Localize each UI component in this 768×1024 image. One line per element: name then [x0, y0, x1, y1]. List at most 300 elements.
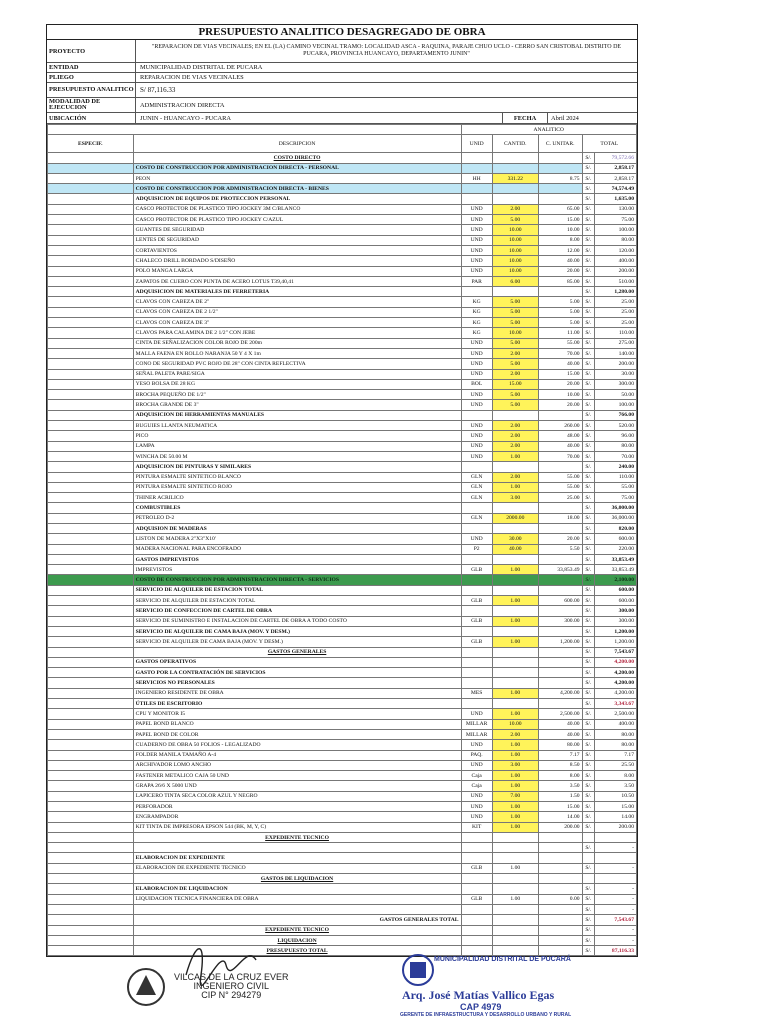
row-especif	[48, 482, 134, 492]
row-descripcion: FASTENER METALICO CAJA 50 UND	[133, 771, 461, 781]
row-currency: S/.	[582, 276, 595, 286]
row-especif	[48, 235, 134, 245]
table-row	[48, 235, 637, 245]
row-cantid	[492, 606, 538, 616]
row-especif	[48, 946, 134, 956]
row-cantid: 1.00	[492, 740, 538, 750]
row-unid: GLB	[461, 637, 492, 647]
row-cantid	[492, 410, 538, 420]
row-currency: S/.	[582, 894, 595, 904]
row-unid: UND	[461, 215, 492, 225]
row-especif	[48, 379, 134, 389]
row-total: 600.00	[595, 585, 637, 595]
row-cunitar	[538, 606, 582, 616]
table-row	[48, 225, 637, 235]
row-total: 33,853.49	[595, 565, 637, 575]
row-descripcion: SERVICIOS NO PERSONALES	[133, 678, 461, 688]
row-cantid: 2.00	[492, 729, 538, 739]
row-currency: S/.	[582, 256, 595, 266]
entidad-value: MUNICIPALIDAD DISTRITAL DE PUCARA	[140, 64, 263, 71]
row-unid	[461, 575, 492, 585]
row-especif	[48, 256, 134, 266]
table-row	[48, 575, 637, 585]
row-total: 2,500.00	[595, 709, 637, 719]
row-descripcion: ÚTILES DE ESCRITORIO	[133, 699, 461, 709]
row-total	[595, 874, 637, 884]
table-row	[48, 153, 637, 163]
row-unid: PAR	[461, 276, 492, 286]
row-especif	[48, 194, 134, 204]
row-cunitar	[538, 935, 582, 945]
table-row	[48, 287, 637, 297]
row-cantid	[492, 853, 538, 863]
row-especif	[48, 204, 134, 214]
table-row	[48, 256, 637, 266]
table-row	[48, 894, 637, 904]
row-unid: KG	[461, 328, 492, 338]
row-currency: S/.	[582, 657, 595, 667]
row-total: 400.00	[595, 719, 637, 729]
row-cunitar	[538, 904, 582, 914]
row-currency: S/.	[582, 626, 595, 636]
row-total: 55.00	[595, 482, 637, 492]
row-cantid: 2.00	[492, 431, 538, 441]
row-currency: S/.	[582, 781, 595, 791]
row-descripcion	[133, 904, 461, 914]
row-cunitar: 70.00	[538, 451, 582, 461]
row-descripcion: LIQUIDACION	[133, 935, 461, 945]
row-especif	[48, 153, 134, 163]
row-descripcion: ZAPATOS DE CUERO CON PUNTA DE ACERO LOTUS T39,40,41	[133, 276, 461, 286]
row-unid	[461, 699, 492, 709]
row-descripcion: GASTOS DE LIQUIDACION	[133, 874, 461, 884]
row-cantid: 7.00	[492, 791, 538, 801]
row-cunitar: 40.00	[538, 441, 582, 451]
row-currency: S/.	[582, 946, 595, 956]
row-especif	[48, 585, 134, 595]
row-unid	[461, 874, 492, 884]
row-descripcion: CLAVOS PARA CALAMINA DE 2 1/2" CON JEBE	[133, 328, 461, 338]
row-unid: HH	[461, 173, 492, 183]
table-row	[48, 565, 637, 575]
row-total: 510.00	[595, 276, 637, 286]
row-total: 4,200.00	[595, 678, 637, 688]
fecha-value: Abril 2024	[551, 114, 579, 122]
row-unid	[461, 843, 492, 853]
row-cantid: 15.00	[492, 379, 538, 389]
row-cantid: 1.00	[492, 781, 538, 791]
row-especif	[48, 215, 134, 225]
table-row	[48, 513, 637, 523]
row-total: 75.00	[595, 493, 637, 503]
table-row	[48, 668, 637, 678]
row-unid: KG	[461, 297, 492, 307]
row-cantid: 10.00	[492, 225, 538, 235]
row-cunitar	[538, 915, 582, 925]
row-unid	[461, 832, 492, 842]
row-total: 100.00	[595, 225, 637, 235]
row-cunitar	[538, 699, 582, 709]
row-total: 4,200.00	[595, 688, 637, 698]
row-unid: UND	[461, 204, 492, 214]
row-especif	[48, 740, 134, 750]
row-total: 7,543.67	[595, 915, 637, 925]
row-unid	[461, 503, 492, 513]
row-descripcion: GASTOS GENERALES	[133, 647, 461, 657]
row-total: 300.00	[595, 379, 637, 389]
presupuesto-label: PRESUPUESTO ANALITICO	[47, 83, 136, 97]
row-cantid	[492, 585, 538, 595]
table-row	[48, 245, 637, 255]
table-row	[48, 719, 637, 729]
row-currency: S/.	[582, 606, 595, 616]
row-descripcion: GRAPA 26/6 X 5000 UND	[133, 781, 461, 791]
header-proyecto	[47, 40, 637, 63]
row-currency: S/.	[582, 328, 595, 338]
table-row	[48, 410, 637, 420]
row-cantid: 1.00	[492, 771, 538, 781]
row-descripcion: INGENIERO RESIDENTE DE OBRA	[133, 688, 461, 698]
ubicacion-label: UBICACIÓN	[47, 113, 136, 123]
table-row	[48, 544, 637, 554]
row-currency: S/.	[582, 287, 595, 297]
table-row	[48, 884, 637, 894]
row-cantid: 10.00	[492, 719, 538, 729]
row-cunitar	[538, 194, 582, 204]
row-cunitar: 8.00	[538, 771, 582, 781]
col-descripcion: DESCRIPCION	[133, 135, 461, 153]
table-row	[48, 750, 637, 760]
row-total: 33,853.49	[595, 554, 637, 564]
row-unid: KIT	[461, 822, 492, 832]
row-descripcion: CLAVOS CON CABEZA DE 3"	[133, 318, 461, 328]
header-pliego	[47, 73, 637, 83]
row-currency: S/.	[582, 678, 595, 688]
table-row	[48, 626, 637, 636]
row-total: -	[595, 863, 637, 873]
row-especif	[48, 328, 134, 338]
row-cunitar	[538, 832, 582, 842]
row-total: 300.00	[595, 616, 637, 626]
row-total: 2,858.17	[595, 173, 637, 183]
row-unid: UND	[461, 421, 492, 431]
row-currency: S/.	[582, 153, 595, 163]
row-total: -	[595, 843, 637, 853]
row-descripcion: PRESUPUESTO TOTAL	[133, 946, 461, 956]
row-total: 300.00	[595, 606, 637, 616]
row-total: 79,572.66	[595, 153, 637, 163]
row-total: 240.00	[595, 462, 637, 472]
row-cunitar	[538, 410, 582, 420]
row-currency: S/.	[582, 812, 595, 822]
row-total	[595, 832, 637, 842]
pliego-value: REPARACION DE VIAS VECINALES	[140, 74, 244, 81]
col-analitico: ANALITICO	[461, 125, 637, 135]
table-row	[48, 421, 637, 431]
row-descripcion: THINER ACRILICO	[133, 493, 461, 503]
row-cantid	[492, 915, 538, 925]
row-especif	[48, 904, 134, 914]
row-especif	[48, 184, 134, 194]
row-currency: S/.	[582, 616, 595, 626]
row-especif	[48, 575, 134, 585]
row-total: 3.50	[595, 781, 637, 791]
row-unid: UND	[461, 338, 492, 348]
row-especif	[48, 565, 134, 575]
row-descripcion: IMPREVISTOS	[133, 565, 461, 575]
row-especif	[48, 348, 134, 358]
table-row	[48, 379, 637, 389]
row-cantid	[492, 678, 538, 688]
presupuesto-value: S/ 87,116.33	[140, 86, 176, 94]
row-cantid	[492, 647, 538, 657]
table-row	[48, 307, 637, 317]
row-unid	[461, 153, 492, 163]
table-row	[48, 441, 637, 451]
row-currency: S/.	[582, 637, 595, 647]
row-especif	[48, 760, 134, 770]
row-total: 30.00	[595, 369, 637, 379]
row-cantid: 2.00	[492, 441, 538, 451]
row-unid: PAQ.	[461, 750, 492, 760]
row-especif	[48, 884, 134, 894]
row-cunitar: 20.00	[538, 266, 582, 276]
row-cantid: 5.00	[492, 400, 538, 410]
row-unid: GLN	[461, 472, 492, 482]
row-cunitar: 15.00	[538, 215, 582, 225]
row-cantid	[492, 523, 538, 533]
row-cunitar: 3.50	[538, 781, 582, 791]
row-currency: S/.	[582, 431, 595, 441]
row-cunitar: 7.17	[538, 750, 582, 760]
table-row	[48, 276, 637, 286]
row-total: 75.00	[595, 215, 637, 225]
row-descripcion: CUADERNO DE OBRA 50 FOLIOS - LEGALIZADO	[133, 740, 461, 750]
row-currency: S/.	[582, 204, 595, 214]
budget-rows	[48, 153, 637, 956]
table-row	[48, 338, 637, 348]
row-descripcion: CLAVOS CON CABEZA DE 2"	[133, 297, 461, 307]
row-currency: S/.	[582, 245, 595, 255]
row-cunitar: 65.00	[538, 204, 582, 214]
row-descripcion: CORTAVIENTOS	[133, 245, 461, 255]
row-unid: UND	[461, 266, 492, 276]
row-currency: S/.	[582, 318, 595, 328]
row-cantid: 1.00	[492, 451, 538, 461]
row-descripcion: BROCHA GRANDE DE 3"	[133, 400, 461, 410]
row-cantid: 1.00	[492, 894, 538, 904]
engineer-cip: CIP N° 294279	[201, 990, 262, 1000]
row-total: 7.17	[595, 750, 637, 760]
col-unid: UNID	[461, 135, 492, 153]
row-total: -	[595, 925, 637, 935]
row-currency: S/.	[582, 554, 595, 564]
row-especif	[48, 832, 134, 842]
row-unid	[461, 668, 492, 678]
table-row	[48, 400, 637, 410]
row-descripcion: PAPEL BOND BLANCO	[133, 719, 461, 729]
row-descripcion: ELABORACION DE EXPEDIENTE TECNICO	[133, 863, 461, 873]
row-descripcion: BUGUIES LLANTA NEUMATICA	[133, 421, 461, 431]
row-currency: S/.	[582, 729, 595, 739]
row-descripcion: COSTO DIRECTO	[133, 153, 461, 163]
row-unid	[461, 904, 492, 914]
row-descripcion: PICO	[133, 431, 461, 441]
row-descripcion: LAMPA	[133, 441, 461, 451]
row-unid: Caja	[461, 781, 492, 791]
row-unid: KG	[461, 307, 492, 317]
row-cunitar: 70.00	[538, 348, 582, 358]
row-descripcion: CASCO PROTECTOR DE PLASTICO TIPO JOCKEY C/AZUL	[133, 215, 461, 225]
table-row	[48, 688, 637, 698]
row-especif	[48, 729, 134, 739]
row-cantid: 5.00	[492, 318, 538, 328]
row-total: 400.00	[595, 256, 637, 266]
row-especif	[48, 245, 134, 255]
row-cantid: 2.00	[492, 204, 538, 214]
row-especif	[48, 750, 134, 760]
row-cunitar: 600.00	[538, 596, 582, 606]
table-row	[48, 462, 637, 472]
row-cantid	[492, 699, 538, 709]
row-cunitar: 15.00	[538, 369, 582, 379]
row-unid: UND	[461, 348, 492, 358]
row-cunitar: 0.00	[538, 894, 582, 904]
row-cunitar: 55.00	[538, 338, 582, 348]
row-descripcion: PAPEL BOND DE COLOR	[133, 729, 461, 739]
row-cantid: 1.00	[492, 802, 538, 812]
row-descripcion: SERVICIO DE ALQUILER DE CAMA BAJA (MOV. Y DESM.)	[133, 637, 461, 647]
table-row	[48, 493, 637, 503]
table-row	[48, 163, 637, 173]
row-currency: S/.	[582, 575, 595, 585]
row-descripcion: GASTOS OPERATIVOS	[133, 657, 461, 667]
ubicacion-value: JUNIN - HUANCAYO - PUCARA	[140, 114, 232, 122]
architect-name: Arq. José Matías Vallico Egas	[402, 988, 555, 1002]
row-unid	[461, 678, 492, 688]
col-especif: ESPECIF.	[48, 135, 134, 153]
row-unid: UND	[461, 225, 492, 235]
row-especif	[48, 523, 134, 533]
row-cunitar	[538, 668, 582, 678]
row-cantid	[492, 832, 538, 842]
row-cantid: 1.00	[492, 688, 538, 698]
row-cunitar	[538, 554, 582, 564]
table-row	[48, 863, 637, 873]
row-currency: S/.	[582, 462, 595, 472]
row-especif	[48, 359, 134, 369]
row-unid: UND	[461, 400, 492, 410]
row-currency	[582, 853, 595, 863]
row-cunitar: 18.00	[538, 513, 582, 523]
row-unid	[461, 657, 492, 667]
header-modalidad	[47, 98, 637, 113]
row-cunitar	[538, 462, 582, 472]
row-especif	[48, 802, 134, 812]
row-especif	[48, 647, 134, 657]
row-total: 766.00	[595, 410, 637, 420]
row-cunitar	[538, 678, 582, 688]
row-currency: S/.	[582, 647, 595, 657]
row-currency: S/.	[582, 523, 595, 533]
row-total: 15.00	[595, 802, 637, 812]
row-descripcion: ADQUISICION DE PINTURAS Y SIMILARES	[133, 462, 461, 472]
row-cantid: 5.00	[492, 297, 538, 307]
row-cantid: 1.00	[492, 750, 538, 760]
row-currency: S/.	[582, 719, 595, 729]
table-row	[48, 925, 637, 935]
table-row	[48, 297, 637, 307]
row-currency: S/.	[582, 173, 595, 183]
row-unid: UND	[461, 245, 492, 255]
row-descripcion: ARCHIVADOR LOMO ANCHO	[133, 760, 461, 770]
row-cantid: 3.00	[492, 760, 538, 770]
row-currency: S/.	[582, 513, 595, 523]
col-cunitar: C. UNITAR.	[538, 135, 582, 153]
row-cunitar: 55.00	[538, 482, 582, 492]
table-row	[48, 369, 637, 379]
row-total: 140.00	[595, 348, 637, 358]
row-total: 200.00	[595, 266, 637, 276]
row-cunitar: 260.00	[538, 421, 582, 431]
row-total: 80.00	[595, 740, 637, 750]
table-row	[48, 822, 637, 832]
table-row	[48, 709, 637, 719]
row-cunitar: 20.00	[538, 400, 582, 410]
row-cunitar: 55.00	[538, 472, 582, 482]
row-total: 80.00	[595, 729, 637, 739]
row-cunitar: 8.75	[538, 173, 582, 183]
row-total: 110.00	[595, 328, 637, 338]
row-cunitar: 1,200.00	[538, 637, 582, 647]
row-unid: MILLAR	[461, 719, 492, 729]
budget-sheet	[46, 24, 638, 957]
row-currency: S/.	[582, 915, 595, 925]
row-total: 25.00	[595, 307, 637, 317]
row-currency: S/.	[582, 194, 595, 204]
row-descripcion: GASTO POR LA CONTRATACIÓN DE SERVICIOS	[133, 668, 461, 678]
row-unid	[461, 523, 492, 533]
budget-table	[47, 124, 637, 956]
row-total: 70.00	[595, 451, 637, 461]
row-total: 200.00	[595, 822, 637, 832]
row-cunitar	[538, 874, 582, 884]
row-total: 100.00	[595, 400, 637, 410]
table-row	[48, 554, 637, 564]
row-especif	[48, 307, 134, 317]
pliego-label: PLIEGO	[47, 73, 136, 82]
row-cunitar: 12.00	[538, 245, 582, 255]
row-unid: UND	[461, 812, 492, 822]
row-currency: S/.	[582, 699, 595, 709]
row-descripcion: MALLA FAENA EN ROLLO NARANJA 50 Y 4 X 1m	[133, 348, 461, 358]
table-row	[48, 699, 637, 709]
engineer-title: INGENIERO CIVIL	[193, 981, 270, 991]
row-total: 50.00	[595, 390, 637, 400]
row-unid	[461, 184, 492, 194]
row-cantid	[492, 935, 538, 945]
table-row	[48, 637, 637, 647]
row-total: 25.50	[595, 760, 637, 770]
row-cantid: 1.00	[492, 565, 538, 575]
row-cantid: 10.00	[492, 266, 538, 276]
table-row	[48, 874, 637, 884]
row-total: 4,200.00	[595, 657, 637, 667]
row-total: 80.00	[595, 441, 637, 451]
row-total: 200.00	[595, 359, 637, 369]
table-row	[48, 482, 637, 492]
row-cunitar: 5.50	[538, 544, 582, 554]
